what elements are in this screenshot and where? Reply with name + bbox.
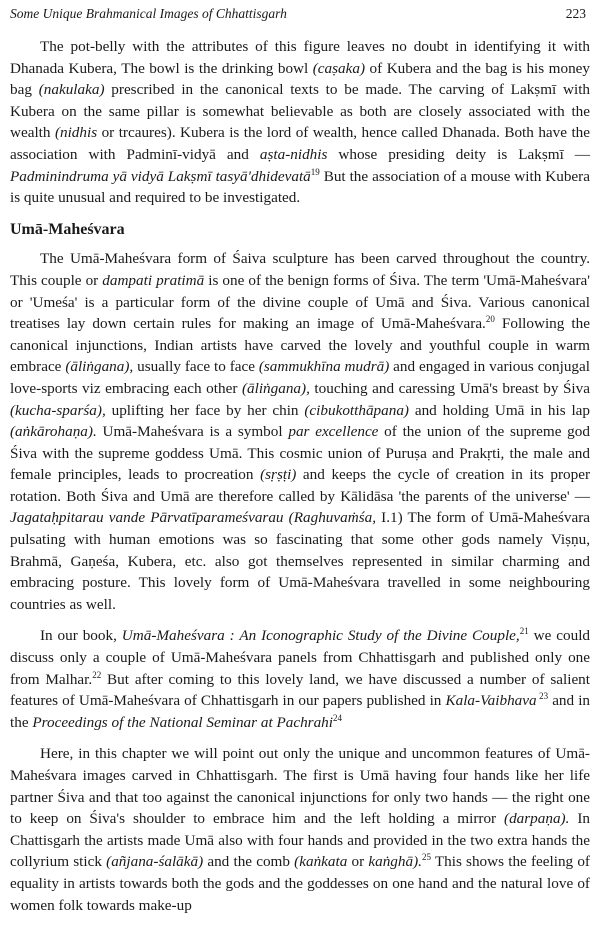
- footnote-ref: 24: [332, 712, 342, 723]
- section-heading: Umā-Maheśvara: [10, 220, 125, 238]
- text-run: and in the: [10, 692, 591, 731]
- body-paragraph: [10, 36, 590, 209]
- text-run: I.1) The form of Umā-Maheśvara pulsating with human emotions was so fascinating that some other gods namely Viṣṇu, Brahmā, Gaṇeśa, Kubera, etc. also got themselves represented in similar charming and embracing posture. This lovely form of Umā-Maheśvara travelled in some neighbouring countries as well.: [10, 509, 590, 613]
- italic-term: (sammukhīna mudrā): [258, 358, 390, 376]
- text-run: and holding Umā in his lap: [408, 401, 590, 419]
- text-run: and the comb: [203, 853, 295, 871]
- text-run: or trcaures). Kubera is the lord of wealth, hence called Dhanada. Both have the association with Padminī-vidyā and: [10, 124, 590, 163]
- italic-term: Jagataḥpitarau vande Pārvatīparameśvarau (Raghuvaṁśa,: [10, 509, 376, 527]
- italic-term: (nidhis: [54, 124, 98, 142]
- footnote-ref: 21: [519, 626, 529, 637]
- running-header: [10, 6, 590, 26]
- italic-term: (kaṅkata: [294, 853, 348, 871]
- text-run: touching and caressing Umā's breast by Śiva: [309, 379, 590, 397]
- body-paragraph: [10, 625, 590, 733]
- text-run: is one of the benign forms of Śiva. The term 'Umā-Maheśvara' or 'Umeśa' is a particular form of the divine couple of Umā and Śiva. Various canonical treatises lay down certain rules for making an image of Umā-Maheśvara.: [10, 271, 590, 333]
- text-run: The Umā-Maheśvara form of Śaiva sculpture has been carved throughout the country. This couple or: [10, 250, 590, 289]
- italic-term: par excellence: [288, 423, 379, 441]
- footnote-ref: 20: [485, 314, 495, 325]
- italic-term: (āliṅgana),: [65, 358, 134, 376]
- text-run: prescribed in the canonical texts to be made. The carving of Lakṣmī with Kubera on the same pillar is somewhat believable as both are closely associated with the wealth: [10, 81, 591, 142]
- text-run: Umā-Maheśvara is a symbol: [96, 423, 289, 441]
- footnote-ref: 23: [536, 691, 549, 702]
- text-run: Following the canonical injunctions, Indian artists have carved the lovely and youthful couple in warm embrace: [10, 315, 590, 376]
- text-run: The pot-belly with the attributes of this figure leaves no doubt in identifying it with Dhanada Kubera, The bowl is the drinking bowl: [10, 38, 590, 77]
- italic-term: (cibukotthāpana): [304, 401, 409, 419]
- italic-term: (aṅkārohaṇa).: [10, 423, 97, 441]
- text-run: usually face to face: [133, 358, 259, 376]
- italic-term: Padminindruma yā vidyā Lakṣmī tasyā'dhidevatā: [10, 167, 311, 185]
- text-run: But the association of a mouse with Kubera is quite unusual and required to be investigated.: [10, 167, 590, 207]
- italic-term: (kucha-sparśa),: [10, 401, 106, 419]
- italic-term: Umā-Maheśvara : An Iconographic Study of the Divine Couple,: [121, 627, 520, 645]
- text-run: But after coming to this lovely land, we have discussed a number of salient features of Umā-Maheśvara of Chhattisgarh in our papers published in: [10, 670, 590, 710]
- text-run: Here, in this chapter we will point out only the unique and uncommon features of Umā-Maheśvara images carved in Chhattisgarh. The first is Umā having four hands like her life partner Śiva and that too against the canonical injunctions for only two hands — the right one to keep on Śiva's shoulder to embrace him and the left holding a mirror: [10, 745, 590, 828]
- body-text: [10, 36, 590, 926]
- text-run: whose presiding deity is Lakṣmī —: [327, 145, 590, 163]
- body-paragraph: [10, 743, 590, 916]
- italic-term: dampati pratimā: [102, 271, 205, 289]
- italic-term: (darpaṇa).: [504, 810, 570, 828]
- text-run: and keeps the cycle of creation in its proper rotation. Both Śiva and Umā are therefore called by Kālidāsa 'the parents of the universe' —: [10, 466, 590, 505]
- text-run: This shows the feeling of equality in artists towards both the gods and the goddesses on one hand and the natural love of women folk towards make-up: [10, 853, 590, 914]
- italic-term: (caṣaka): [312, 59, 366, 77]
- italic-term: aṣta-nidhis: [259, 145, 328, 163]
- page-number: 223: [565, 6, 586, 21]
- italic-term: (āliṅgana),: [241, 379, 310, 397]
- footnote-ref: 25: [421, 852, 431, 863]
- text-run: of the union of the supreme god Śiva with the supreme goddess Umā. This cosmic union of Puruṣa and Prakṛti, the male and female principles, leads to procreation: [10, 423, 590, 484]
- italic-term: kaṅghā).: [368, 853, 422, 871]
- text-run: of Kubera and the bag is his money bag: [10, 59, 591, 99]
- footnote-ref: 22: [92, 669, 102, 680]
- text-run: In our book,: [40, 627, 122, 645]
- italic-term: Kala-Vaibhava: [445, 692, 537, 710]
- body-paragraph: [10, 248, 590, 615]
- footnote-ref: 19: [310, 166, 320, 177]
- italic-term: (añjana-śalākā): [106, 853, 204, 871]
- running-title: Some Unique Brahmanical Images of Chhattisgarh: [10, 6, 287, 21]
- text-run: In Chattisgarh the artists made Umā also with four hands and provided in the two extra hands the collyrium stick: [10, 810, 590, 871]
- text-run: we could discuss only a couple of Umā-Maheśvara panels from Chhattisgarh and published only one from Malhar.: [10, 627, 591, 688]
- text-run: uplifting her face by her chin: [105, 401, 305, 419]
- italic-term: Proceedings of the National Seminar at Pachrahi: [32, 713, 333, 731]
- italic-term: (sṛṣṭi): [260, 466, 297, 484]
- text-run: and engaged in various conjugal love-sports viz embracing each other: [10, 358, 590, 397]
- italic-term: (nakulaka): [38, 81, 105, 99]
- text-run: or: [347, 853, 369, 871]
